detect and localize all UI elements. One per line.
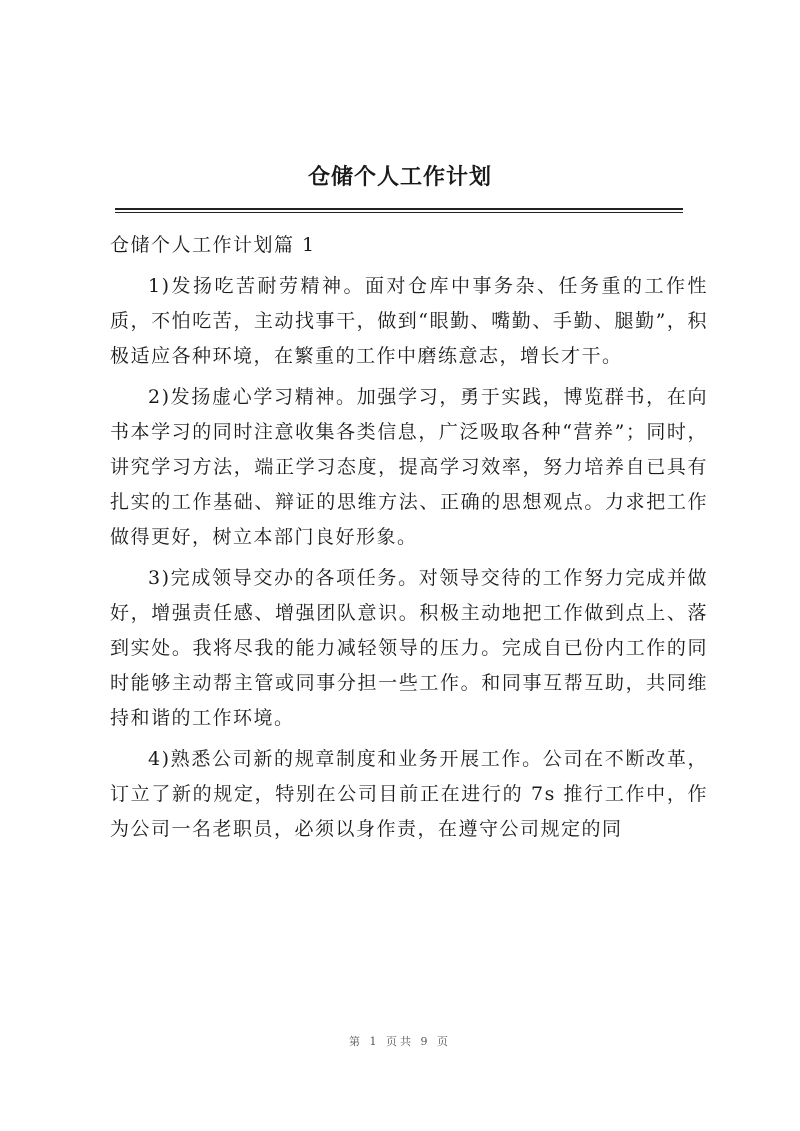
paragraph-2: 2)发扬虚心学习精神。加强学习，勇于实践，博览群书，在向书本学习的同时注意收集各类信息，广泛吸取各种“营养”；同时，讲究学习方法，端正学习态度，提高学习效率，努力培养自已具有扎实的工作基础、辩证的思维方法、正确的思想观点。力求把工作做得更好，树立本部门良好形象。 [110,386,708,548]
paragraph-1: 1)发扬吃苦耐劳精神。面对仓库中事务杂、任务重的工作性质，不怕吃苦，主动找事干，做到“眼勤、嘴勤、手勤、腿勤”，积极适应各种环境，在繁重的工作中磨练意志，增长才干。 [110,275,708,367]
title-divider [115,208,683,213]
paragraph-3: 3)完成领导交办的各项任务。对领导交待的工作努力完成并做好，增强责任感、增强团队意识。积极主动地把工作做到点上、落到实处。我将尽我的能力减轻领导的压力。完成自已份内工作的同时能够主动帮主管或同事分担一些工作。和同事互帮互助，共同维持和谐的工作环境。 [110,567,708,729]
document-body [110,228,708,847]
page-footer: 第 1 页共 9 页 [349,1035,451,1048]
page-title: 仓储个人工作计划 [307,165,492,190]
section-heading: 仓储个人工作计划篇 1 [110,234,316,256]
paragraph-4: 4)熟悉公司新的规章制度和业务开展工作。公司在不断改革，订立了新的规定，特别在公司目前正在进行的 7s 推行工作中，作为公司一名老职员，必须以身作责，在遵守公司规定的同 [110,748,708,840]
